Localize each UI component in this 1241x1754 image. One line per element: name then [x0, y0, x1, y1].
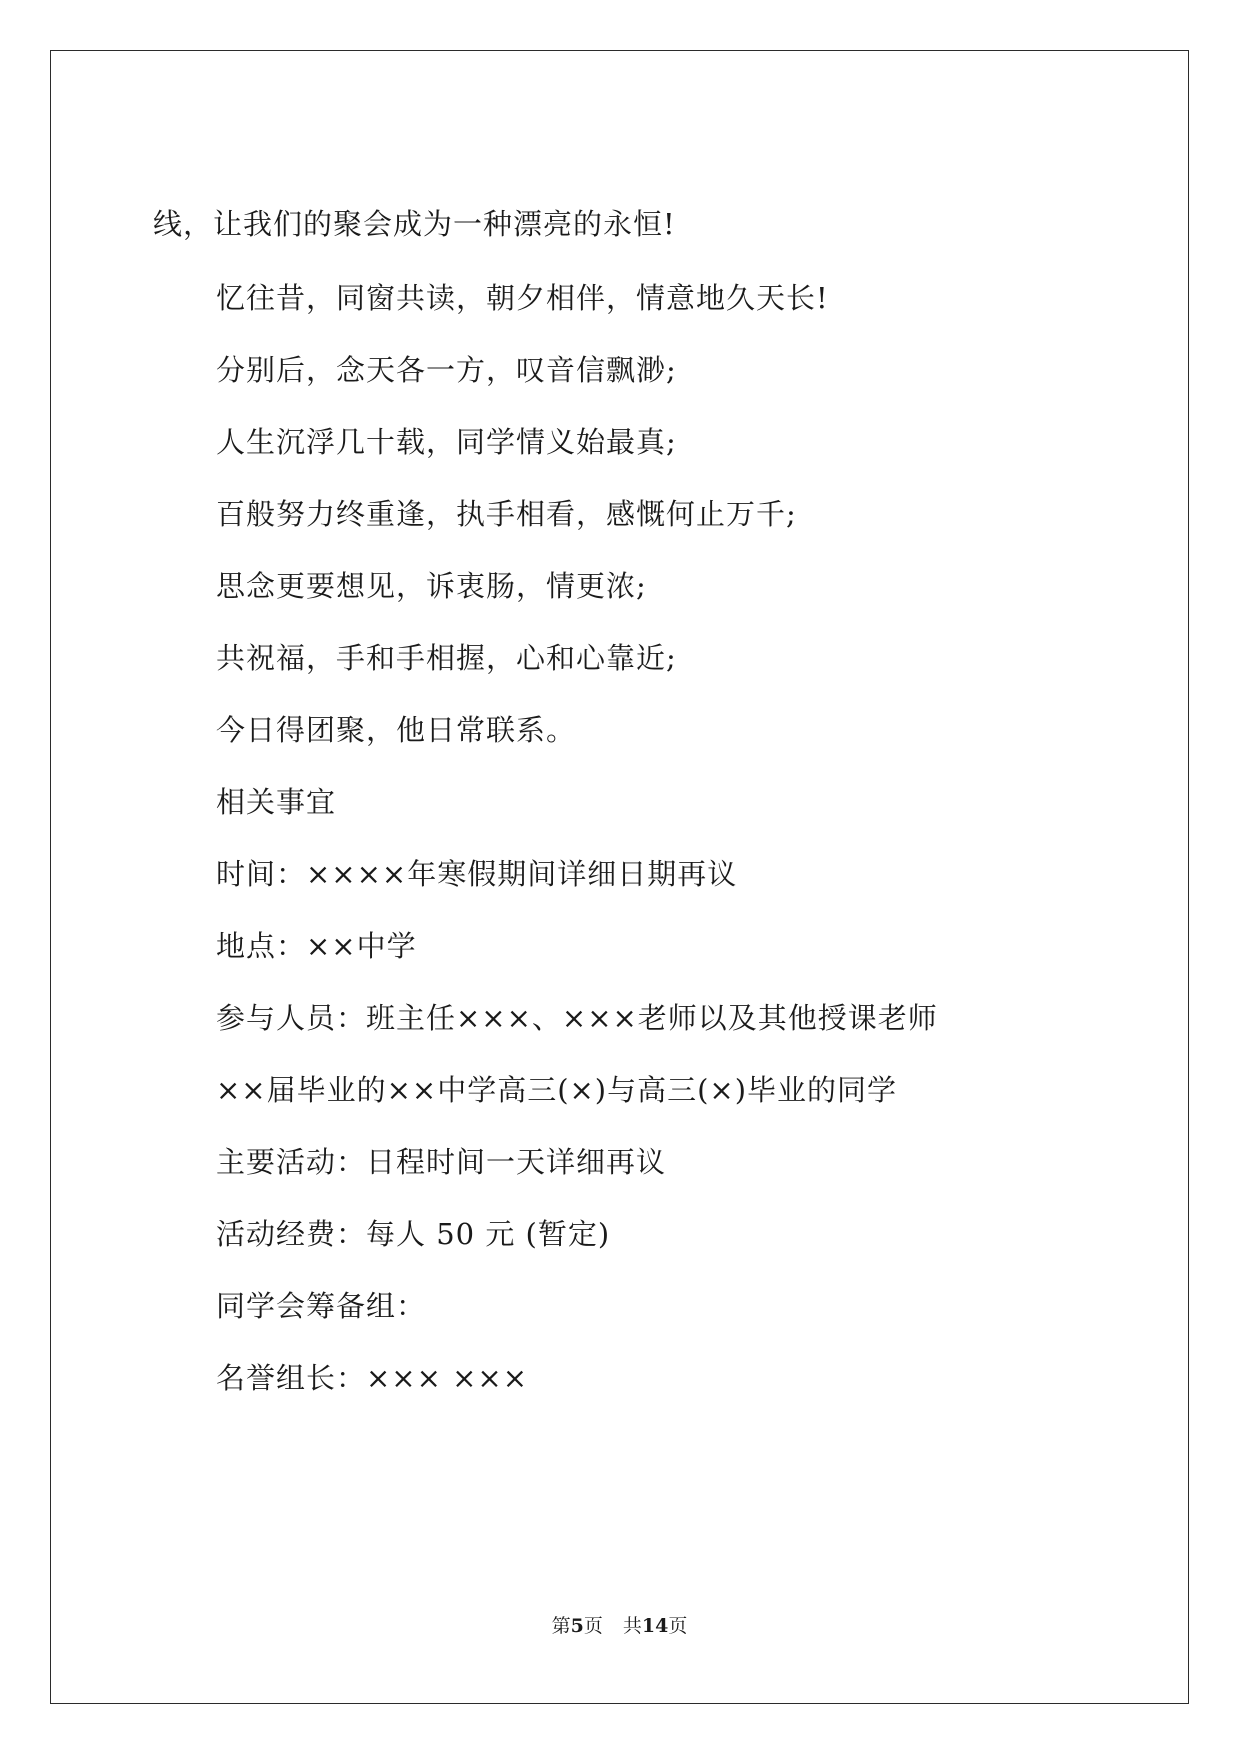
current-page-number: 5	[570, 1615, 584, 1637]
section-heading: 相关事宜	[216, 785, 337, 819]
detail-participants-students: ××届毕业的××中学高三(×)与高三(×)毕业的同学	[216, 1073, 898, 1107]
footer-total-suffix: 页	[668, 1615, 688, 1637]
total-page-count: 14	[641, 1615, 669, 1637]
body-line: 百般努力终重逢，执手相看，感慨何止万千;	[216, 497, 797, 531]
footer-page-suffix: 页	[583, 1615, 603, 1637]
page-frame	[50, 50, 1189, 1704]
body-line: 线，让我们的聚会成为一种漂亮的永恒!	[153, 207, 676, 241]
detail-time: 时间：××××年寒假期间详细日期再议	[216, 857, 738, 891]
detail-location: 地点：××中学	[216, 929, 417, 963]
body-line: 分别后，念天各一方，叹音信飘渺;	[216, 353, 677, 387]
footer-total-prefix: 共	[622, 1615, 642, 1637]
body-line: 忆往昔，同窗共读，朝夕相伴，情意地久天长!	[216, 281, 829, 315]
detail-activities: 主要活动：日程时间一天详细再议	[216, 1145, 667, 1179]
body-line: 共祝福，手和手相握，心和心靠近;	[216, 641, 677, 675]
detail-participants: 参与人员：班主任×××、×××老师以及其他授课老师	[216, 1001, 938, 1035]
document-body	[51, 51, 1188, 1703]
body-line: 人生沉浮几十载，同学情义始最真;	[216, 425, 677, 459]
page-footer	[51, 1614, 1188, 1638]
committee-heading: 同学会筹备组：	[216, 1289, 427, 1323]
body-line: 思念更要想见，诉衷肠，情更浓;	[216, 569, 647, 603]
honorary-leaders: 名誉组长：××× ×××	[216, 1361, 529, 1395]
body-line: 今日得团聚，他日常联系。	[216, 713, 577, 747]
detail-fee: 活动经费：每人 50 元 (暂定)	[216, 1217, 611, 1251]
footer-prefix: 第	[551, 1615, 571, 1637]
